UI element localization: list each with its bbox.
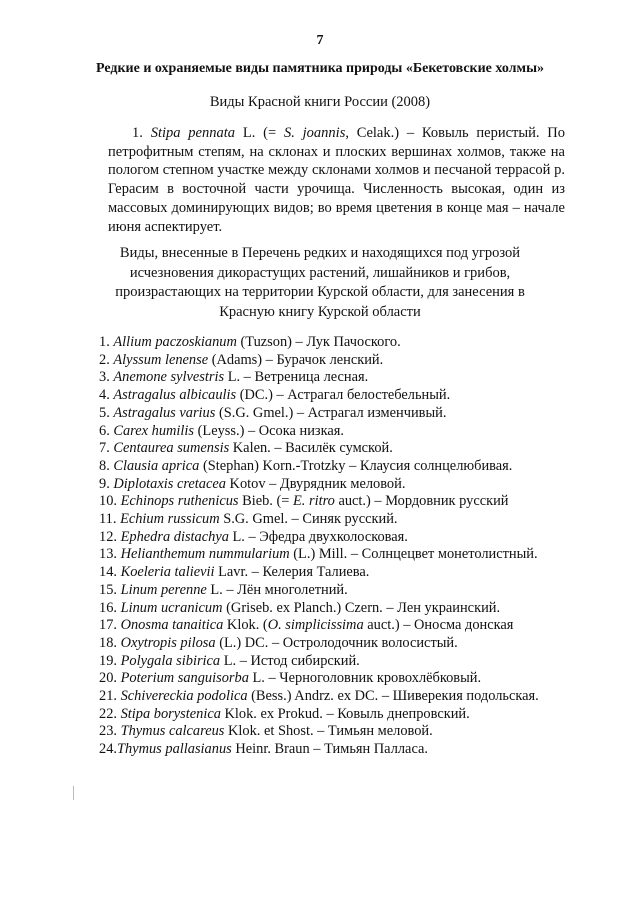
species-number: 6. <box>99 422 114 439</box>
latin-name: Stipa borystenica <box>120 705 221 722</box>
species-details: (L.) Mill. – Солнцецвет монетолистный. <box>289 546 538 563</box>
list-item <box>99 334 599 352</box>
list-item <box>99 670 599 688</box>
species-number: 17. <box>99 617 121 634</box>
species-number: 19. <box>99 652 121 669</box>
list-item <box>99 617 599 635</box>
list-item <box>99 440 599 458</box>
latin-name: Poterium sanguisorba <box>120 670 249 687</box>
species-number: 8. <box>99 457 114 474</box>
species-number: 4. <box>99 387 114 404</box>
species-common-name: auct.) – Мордовник русский <box>334 493 509 510</box>
entry-description: – Ковыль перистый. По петрофитным степям, на склонах и плоских вершинах холмов, также на пологом степном участке между склонами холмов и песчаной террасой р. Герасим в восточной части урочища. Численность высокая, один из массовых доминирующих видов; во время цветения в конце мая – начале июня аспектирует. <box>108 125 566 235</box>
page-number: 7 <box>316 33 324 48</box>
species-number: 22. <box>99 705 121 722</box>
latin-name: Astragalus varius <box>113 404 216 421</box>
latin-name: Helianthemum nummularium <box>120 546 290 563</box>
species-number: 2. <box>99 351 114 368</box>
species-details: L. – Истод сибирский. <box>220 652 360 669</box>
species-details: Kalen. – Василёк сумской. <box>229 440 393 457</box>
list-item <box>99 369 599 387</box>
species-details: L. – Лён многолетний. <box>206 581 348 598</box>
list-item <box>99 688 599 706</box>
species-number: 12. <box>99 528 121 545</box>
species-number: 10. <box>99 493 121 510</box>
list-item <box>99 511 599 529</box>
species-details: (S.G. Gmel.) – Астрагал изменчивый. <box>215 404 447 421</box>
latin-name: Centaurea sumensis <box>113 440 230 457</box>
species-details: Klok. ( <box>223 617 268 634</box>
list-item <box>99 387 599 405</box>
latin-name: Anemone sylvestris <box>113 369 225 386</box>
list-item <box>99 723 599 741</box>
synonym: S. joannis <box>283 125 346 141</box>
entry-number: 1. <box>132 125 143 141</box>
species-details: (Stephan) Korn.-Trotzky – Клаусия солнцелюбивая. <box>199 457 513 474</box>
latin-name: Schivereckia podolica <box>120 688 248 705</box>
species-details: Bieb. (= <box>238 493 293 510</box>
latin-synonym: E. ritro <box>293 493 335 510</box>
latin-name: Carex humilis <box>113 422 195 439</box>
species-details: Heinr. Braun – Тимьян Палласа. <box>231 741 428 758</box>
species-number: 15. <box>99 581 121 598</box>
species-details: (L.) DC. – Остролодочник волосистый. <box>215 634 458 651</box>
species-list <box>99 334 599 759</box>
species-details: L. – Черноголовник кровохлёбковый. <box>248 670 482 687</box>
species-number: 16. <box>99 599 121 616</box>
species-number: 1. <box>99 334 114 350</box>
species-details: S.G. Gmel. – Синяк русский. <box>219 511 398 528</box>
latin-name: Allium paczoskianum <box>113 334 237 350</box>
section-heading-red-book-russia: Виды Красной книги России (2008) <box>209 94 431 110</box>
list-item <box>99 476 599 494</box>
latin-name: Linum ucranicum <box>120 599 223 616</box>
species-number: 18. <box>99 634 121 651</box>
list-item <box>99 741 599 759</box>
species-number: 24. <box>99 741 117 758</box>
latin-name: Clausia aprica <box>113 457 200 474</box>
species-details: L. – Ветреница лесная. <box>224 369 369 386</box>
species-details: (Tuzson) – Лук Пачоского. <box>236 334 401 350</box>
list-item <box>99 405 599 423</box>
latin-name: Ephedra distachya <box>120 528 229 545</box>
latin-name: Thymus calcareus <box>120 723 225 740</box>
list-item <box>99 458 599 476</box>
list-item <box>99 635 599 653</box>
latin-name: Stipa pennata <box>150 125 236 141</box>
latin-name: Linum perenne <box>120 581 207 598</box>
list-item <box>99 582 599 600</box>
species-number: 23. <box>99 723 121 740</box>
section-heading-kursk-list: Виды, внесенные в Перечень редких и находящихся под угрозой исчезновения дикорастущих растений, лишайников и грибов, произрастающих на территории Курской области, для занесения в Красную книгу Курской области <box>115 245 525 320</box>
species-number: 7. <box>99 440 114 457</box>
document-title: Редкие и охраняемые виды памятника природы «Бекетовские холмы» <box>96 61 544 76</box>
synonym-author: , Celak.) <box>345 125 400 141</box>
species-number: 11. <box>99 511 121 528</box>
latin-synonym: O. simplicissima <box>267 617 364 634</box>
list-item <box>99 706 599 724</box>
species-details: (DC.) – Астрагал белостебельный. <box>236 387 451 404</box>
list-item <box>99 600 599 618</box>
latin-name: Thymus pallasianus <box>117 741 232 758</box>
latin-name: Diplotaxis cretacea <box>113 475 226 492</box>
species-details: Kotov – Двурядник меловой. <box>225 475 406 492</box>
species-details: (Adams) – Бурачок ленский. <box>208 351 384 368</box>
species-number: 20. <box>99 670 121 687</box>
latin-name: Astragalus albicaulis <box>113 387 237 404</box>
species-number: 13. <box>99 546 121 563</box>
scan-artifact <box>73 786 74 800</box>
author: L. (= <box>235 125 284 141</box>
species-details: (Griseb. ex Planch.) Czern. – Лен украинский. <box>222 599 501 616</box>
list-item <box>99 529 599 547</box>
species-details: (Leyss.) – Осока низкая. <box>194 422 344 439</box>
latin-name: Echium russicum <box>120 511 220 528</box>
species-details: Klok. et Shost. – Тимьян меловой. <box>224 723 433 740</box>
latin-name: Alyssum lenense <box>113 351 209 368</box>
species-entry-stipa-pennata <box>108 124 565 236</box>
species-common-name: auct.) – Оносма донская <box>363 617 514 634</box>
list-item <box>99 423 599 441</box>
latin-name: Koeleria talievii <box>120 564 215 581</box>
species-details: (Bess.) Andrz. ex DC. – Шиверекия подольская. <box>247 688 539 705</box>
species-number: 3. <box>99 369 114 386</box>
species-details: Klok. ex Prokud. – Ковыль днепровский. <box>220 705 470 722</box>
species-number: 14. <box>99 564 121 581</box>
species-number: 5. <box>99 404 114 421</box>
latin-name: Echinops ruthenicus <box>120 493 239 510</box>
latin-name: Onosma tanaitica <box>120 617 224 634</box>
latin-name: Oxytropis pilosa <box>120 634 216 651</box>
latin-name: Polygala sibirica <box>120 652 221 669</box>
species-number: 21. <box>99 688 121 705</box>
list-item <box>99 546 599 564</box>
species-number: 9. <box>99 475 114 492</box>
species-details: Lavr. – Келерия Талиева. <box>214 564 370 581</box>
species-details: L. – Эфедра двухколосковая. <box>228 528 408 545</box>
list-item <box>99 352 599 370</box>
list-item <box>99 564 599 582</box>
list-item <box>99 493 599 511</box>
list-item <box>99 653 599 671</box>
